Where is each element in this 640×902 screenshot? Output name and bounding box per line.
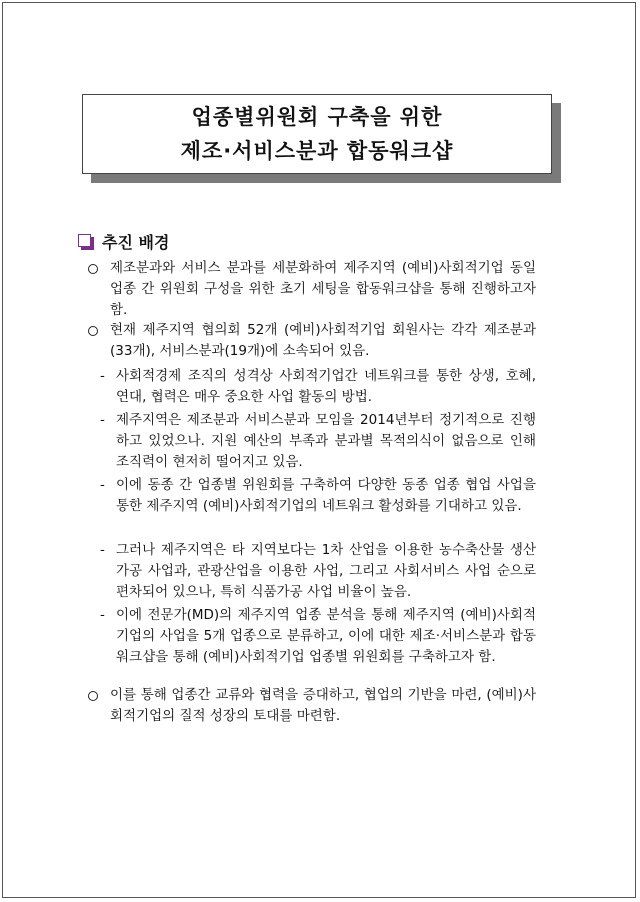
dash-marker: - bbox=[100, 477, 105, 493]
title-line-1: 업종별위원회 구축을 위한 bbox=[191, 105, 443, 129]
section-title: 추진 배경 bbox=[102, 233, 170, 252]
circle-bullet-icon bbox=[88, 691, 98, 701]
bullet-item: 제조분과와 서비스 분과를 세분화하여 제주지역 (예비)사회적기업 동일 업종 간 위원회 구성을 위한 초기 세팅을 합동워크샵을 통해 진행하고자 함. bbox=[110, 260, 536, 318]
dash-item: 그러나 제주지역은 타 지역보다는 1차 산업을 이용한 농수축산물 생산 가공 사업과, 관광산업을 이용한 사업, 그리고 사회서비스 사업 순으로 편차되어 있으나, 특히 식품가공 사업 비율이 높음. bbox=[116, 542, 536, 600]
bullet-item: 현재 제주지역 협의회 52개 (예비)사회적기업 회원사는 각각 제조분과(33개), 서비스분과(19개)에 소속되어 있음. bbox=[110, 322, 536, 359]
dash-item: 이에 동종 간 업종별 위원회를 구축하여 다양한 동종 업종 협업 사업을 통한 제주지역 (예비)사회적기업의 네트워크 활성화를 기대하고 있음. bbox=[116, 477, 536, 514]
title-line-2: 제조·서비스분과 합동워크샵 bbox=[180, 139, 454, 163]
dash-marker: - bbox=[100, 607, 105, 623]
circle-bullet-icon bbox=[88, 326, 98, 336]
dash-marker: - bbox=[100, 542, 105, 558]
section-heading bbox=[78, 230, 169, 253]
bullet-item: 이를 통해 업종간 교류와 협력을 증대하고, 협업의 기반을 마련, (예비)사회적기업의 질적 성장의 토대를 마련함. bbox=[110, 687, 536, 724]
dash-item: 제주지역은 제조분과 서비스분과 모임을 2014년부터 정기적으로 진행하고 있었으나. 지원 예산의 부족과 분과별 목적의식이 없음으로 인해 조직력이 현저히 떨어지고 있음. bbox=[116, 412, 536, 470]
dash-marker: - bbox=[100, 412, 105, 428]
dash-item: 이에 전문가(MD)의 제주지역 업종 분석을 통해 제주지역 (예비)사회적기업의 사업을 5개 업종으로 분류하고, 이에 대한 제조·서비스분과 합동 워크샵을 통해 (예비)사회적기업 업종별 위원회를 구축하고자 함. bbox=[116, 607, 536, 665]
title-box bbox=[82, 94, 552, 174]
dash-marker: - bbox=[100, 368, 105, 384]
circle-bullet-icon bbox=[88, 264, 98, 274]
dash-item: 사회적경제 조직의 성격상 사회적기업간 네트워크를 통한 상생, 호혜, 연대, 협력은 매우 중요한 사업 활동의 방법. bbox=[116, 368, 536, 405]
square-bullet-icon bbox=[78, 234, 94, 250]
